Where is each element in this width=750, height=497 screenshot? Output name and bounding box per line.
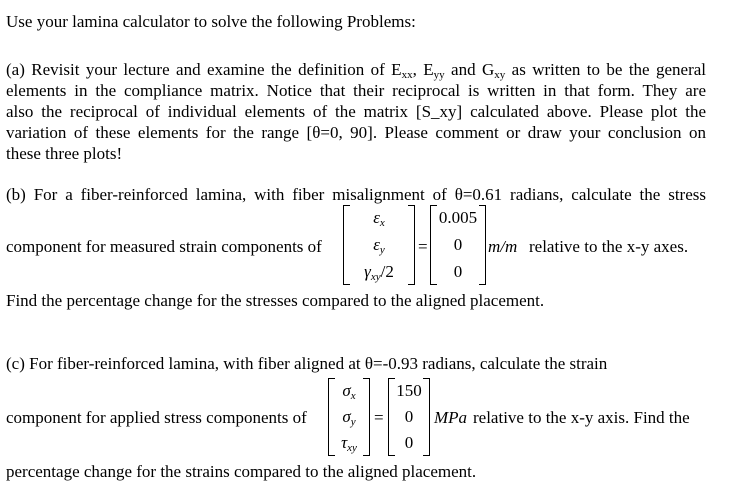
value-c-3: 0	[404, 433, 414, 452]
part-a-line-3: also the reciprocal of individual elements of the matrix [S_xy] calculated above. Please plot the	[6, 102, 706, 121]
equals-sign-b: =	[418, 237, 428, 256]
stress-values-vector	[388, 377, 430, 457]
part-b-last: Find the percentage change for the stresses compared to the aligned placement.	[6, 291, 545, 310]
stress-x: σx	[342, 381, 356, 402]
part-b-post: relative to the x-y axes.	[529, 237, 689, 256]
unit-c: MPa	[434, 408, 468, 427]
part-a-line-2: elements in the compliance matrix. Notice that their reciprocal is written in that form. They are	[6, 81, 706, 100]
part-b-line-1: (b) For a fiber-reinforced lamina, with fiber misalignment of θ=0.61 radians, calculate the stress	[6, 185, 706, 204]
stress-vector	[328, 377, 370, 457]
part-b-pre: component for measured strain components of	[6, 237, 322, 256]
value-b-1: 0.005	[438, 208, 478, 227]
value-c-2: 0	[404, 407, 414, 426]
shear-strain-half: γxy/2	[364, 262, 394, 283]
part-c-last: percentage change for the strains compared to the aligned placement.	[6, 462, 477, 481]
part-c-post: relative to the x-y axis. Find the	[473, 408, 690, 427]
intro-line: Use your lamina calculator to solve the following Problems:	[6, 12, 416, 31]
equals-sign-c: =	[374, 408, 384, 427]
strain-y: εy	[373, 235, 385, 256]
part-c-line-1: (c) For fiber-reinforced lamina, with fiber aligned at θ=-0.93 radians, calculate the strain	[6, 354, 608, 373]
value-b-3: 0	[453, 262, 463, 281]
value-b-2: 0	[453, 235, 463, 254]
part-c-pre: component for applied stress components of	[6, 408, 307, 427]
part-a-line-5: these three plots!	[6, 144, 123, 163]
value-c-1: 150	[396, 381, 422, 400]
strain-vector	[343, 204, 415, 286]
part-a-line-4: variation of these elements for the range [θ=0, 90]. Please comment or draw your conclusion on	[6, 123, 706, 142]
part-a-line-1: (a) Revisit your lecture and examine the definition of Exx, Eyy and Gxy as written to be the general	[6, 60, 707, 81]
stress-y: σy	[342, 407, 356, 428]
strain-values-vector	[430, 204, 486, 286]
strain-x: εx	[373, 208, 385, 229]
unit-b: m/m	[488, 237, 518, 256]
shear-stress: τxy	[341, 433, 357, 454]
